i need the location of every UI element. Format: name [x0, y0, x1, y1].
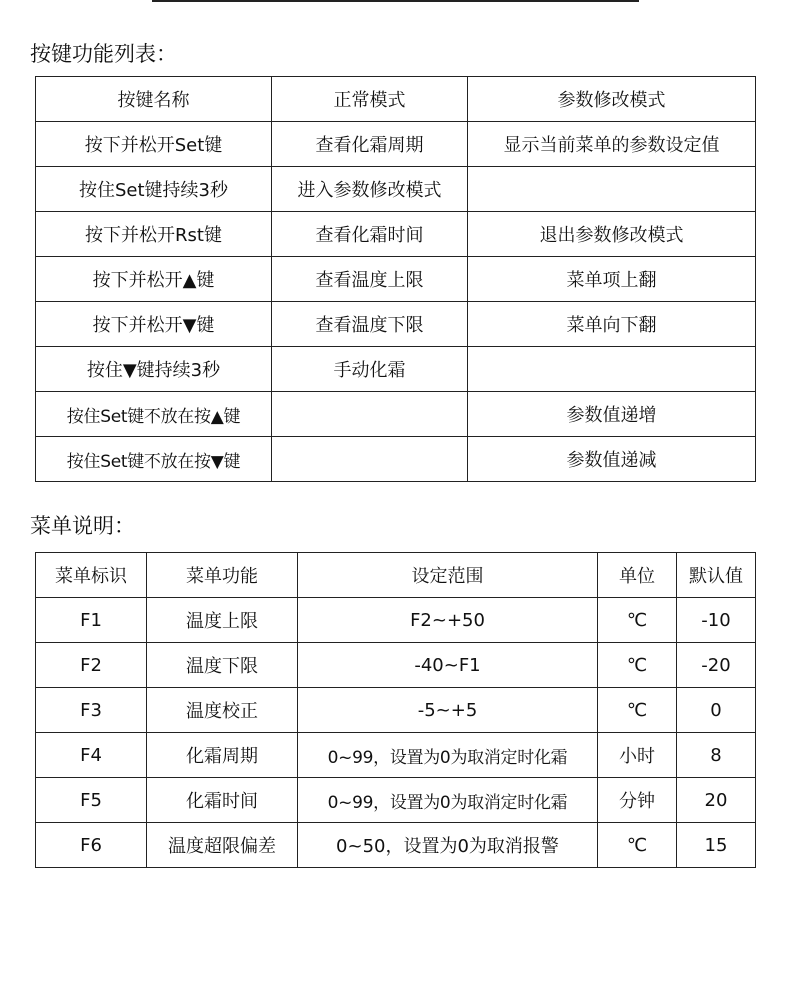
key-name-cell: 按下并松开▼键 — [36, 302, 272, 347]
param-mode-cell: 参数值递增 — [468, 392, 756, 437]
normal-mode-cell: 查看温度下限 — [272, 302, 468, 347]
table-row — [36, 257, 756, 302]
table-header-row — [36, 553, 756, 598]
range-cell: 0~50，设置为0为取消报警 — [298, 823, 598, 868]
table-row — [36, 437, 756, 482]
top-divider — [152, 0, 639, 2]
menu-id-cell: F5 — [36, 778, 147, 823]
key-name-cell: 按下并松开▲键 — [36, 257, 272, 302]
menu-function-cell: 化霜周期 — [147, 733, 298, 778]
menu-id-cell: F3 — [36, 688, 147, 733]
table-row — [36, 347, 756, 392]
normal-mode-cell: 手动化霜 — [272, 347, 468, 392]
header-key-name: 按键名称 — [36, 77, 272, 122]
table-row — [36, 778, 756, 823]
unit-cell: ℃ — [598, 598, 677, 643]
range-cell: F2~+50 — [298, 598, 598, 643]
menu-id-cell: F1 — [36, 598, 147, 643]
header-default: 默认值 — [677, 553, 756, 598]
table-row — [36, 688, 756, 733]
unit-cell: ℃ — [598, 823, 677, 868]
table-row — [36, 167, 756, 212]
menu-description-title: 菜单说明： — [30, 514, 135, 538]
normal-mode-cell: 查看化霜时间 — [272, 212, 468, 257]
menu-function-cell: 温度下限 — [147, 643, 298, 688]
header-menu-id: 菜单标识 — [36, 553, 147, 598]
param-mode-cell — [468, 347, 756, 392]
param-mode-cell: 显示当前菜单的参数设定值 — [468, 122, 756, 167]
range-cell: 0~99，设置为0为取消定时化霜 — [298, 778, 598, 823]
key-name-cell: 按下并松开Set键 — [36, 122, 272, 167]
normal-mode-cell — [272, 392, 468, 437]
table-row — [36, 643, 756, 688]
default-cell: 20 — [677, 778, 756, 823]
table-row — [36, 302, 756, 347]
header-param-mode: 参数修改模式 — [468, 77, 756, 122]
unit-cell: ℃ — [598, 688, 677, 733]
param-mode-cell: 菜单项上翻 — [468, 257, 756, 302]
menu-function-cell: 温度上限 — [147, 598, 298, 643]
menu-id-cell: F4 — [36, 733, 147, 778]
param-mode-cell — [468, 167, 756, 212]
range-cell: -40~F1 — [298, 643, 598, 688]
header-menu-function: 菜单功能 — [147, 553, 298, 598]
menu-function-cell: 温度超限偏差 — [147, 823, 298, 868]
param-mode-cell: 菜单向下翻 — [468, 302, 756, 347]
normal-mode-cell: 查看温度上限 — [272, 257, 468, 302]
normal-mode-cell — [272, 437, 468, 482]
key-name-cell: 按住Set键持续3秒 — [36, 167, 272, 212]
unit-cell: ℃ — [598, 643, 677, 688]
table-row — [36, 733, 756, 778]
range-cell: 0~99，设置为0为取消定时化霜 — [298, 733, 598, 778]
menu-function-cell: 化霜时间 — [147, 778, 298, 823]
menu-id-cell: F2 — [36, 643, 147, 688]
key-function-table — [35, 76, 756, 482]
range-cell: -5~+5 — [298, 688, 598, 733]
key-name-cell: 按下并松开Rst键 — [36, 212, 272, 257]
unit-cell: 分钟 — [598, 778, 677, 823]
table-row — [36, 122, 756, 167]
default-cell: 8 — [677, 733, 756, 778]
default-cell: -20 — [677, 643, 756, 688]
table-header-row — [36, 77, 756, 122]
default-cell: 15 — [677, 823, 756, 868]
header-setting-range: 设定范围 — [298, 553, 598, 598]
default-cell: -10 — [677, 598, 756, 643]
key-function-title: 按键功能列表： — [30, 42, 177, 66]
normal-mode-cell: 进入参数修改模式 — [272, 167, 468, 212]
table-row — [36, 212, 756, 257]
key-name-cell: 按住Set键不放在按▲键 — [36, 392, 272, 437]
default-cell: 0 — [677, 688, 756, 733]
param-mode-cell: 参数值递减 — [468, 437, 756, 482]
header-unit: 单位 — [598, 553, 677, 598]
unit-cell: 小时 — [598, 733, 677, 778]
table-row — [36, 598, 756, 643]
header-normal-mode: 正常模式 — [272, 77, 468, 122]
menu-description-table — [35, 552, 756, 868]
table-row — [36, 392, 756, 437]
menu-id-cell: F6 — [36, 823, 147, 868]
key-name-cell: 按住▼键持续3秒 — [36, 347, 272, 392]
menu-function-cell: 温度校正 — [147, 688, 298, 733]
param-mode-cell: 退出参数修改模式 — [468, 212, 756, 257]
key-name-cell: 按住Set键不放在按▼键 — [36, 437, 272, 482]
normal-mode-cell: 查看化霜周期 — [272, 122, 468, 167]
table-row — [36, 823, 756, 868]
